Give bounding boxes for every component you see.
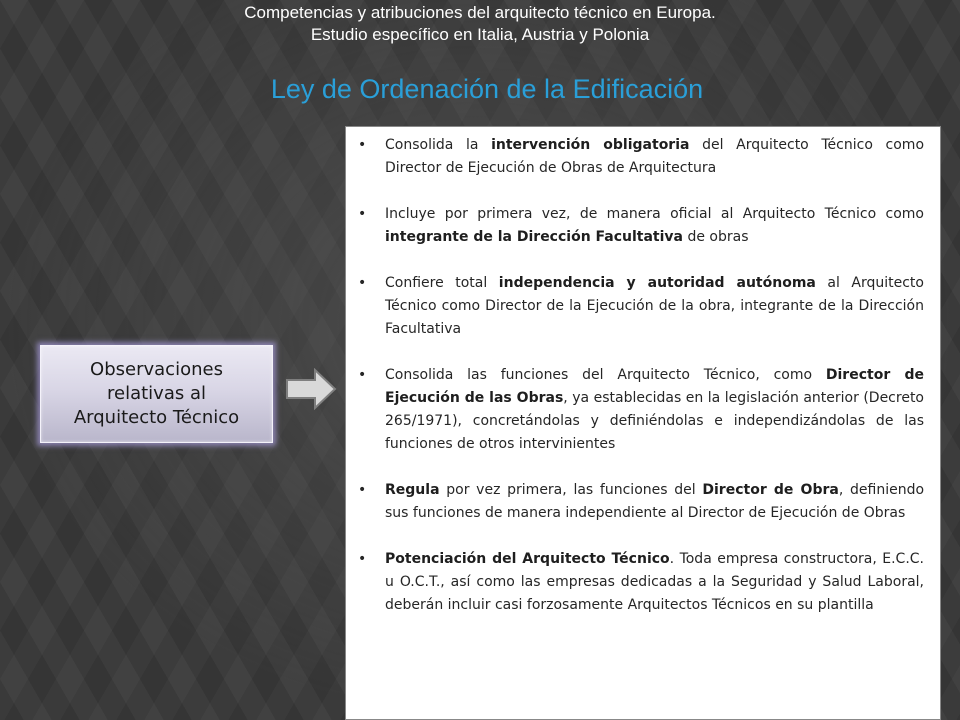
bullet-text: , definiendo sus funciones de manera independiente al Director de Ejecución de Obras <box>385 482 925 521</box>
bullet-emphasis: Potenciación del Arquitecto Técnico <box>385 551 670 567</box>
bullet-text: por vez primera, las funciones del <box>439 482 703 498</box>
arrow-shape <box>287 370 335 408</box>
bullet-item <box>358 548 924 617</box>
presentation-header <box>0 2 960 46</box>
bullet-item <box>358 479 924 525</box>
bullet-list <box>358 134 924 617</box>
bullet-text: , ya establecidas en la legislación anterior (Decreto 265/1971), concretándolas y definiéndolas e independizándolas de las funciones de otros intervinientes <box>385 390 924 452</box>
bullet-icon: • <box>358 206 367 222</box>
bullet-emphasis: Regula <box>385 482 440 498</box>
bullet-text: de obras <box>683 229 749 245</box>
bullet-text: Consolida la <box>385 137 492 153</box>
header-line-1: Competencias y atribuciones del arquitecto técnico en Europa. <box>244 3 716 22</box>
bullet-emphasis: Director de Ejecución de las Obras <box>385 367 924 406</box>
bullet-icon: • <box>358 551 367 567</box>
observations-line-1: Observaciones <box>90 359 223 380</box>
bullet-item <box>358 364 924 456</box>
observations-line-2: relativas al <box>107 383 206 404</box>
bullet-text: al Arquitecto Técnico como Director de la Ejecución de la obra, integrante de la Dirección Facultativa <box>385 275 924 337</box>
bullet-emphasis: Director de Obra <box>702 482 839 498</box>
bullet-icon: • <box>358 137 367 153</box>
bullet-item <box>358 203 924 249</box>
bullet-icon: • <box>358 275 367 291</box>
bullet-icon: • <box>358 367 367 383</box>
bullet-icon: • <box>358 482 367 498</box>
right-arrow-icon <box>285 368 337 410</box>
header-line-2: Estudio específico en Italia, Austria y Polonia <box>310 25 650 44</box>
bullet-emphasis: intervención obligatoria <box>491 137 690 153</box>
bullet-emphasis: independencia y autoridad autónoma <box>498 275 816 291</box>
slide-title: Ley de Ordenación de la Edificación <box>270 74 704 104</box>
bullet-item <box>358 134 924 180</box>
bullet-item <box>358 272 924 341</box>
bullet-emphasis: integrante de la Dirección Facultativa <box>385 229 683 245</box>
bullet-text: Incluye por primera vez, de manera oficial al Arquitecto Técnico como <box>385 206 924 222</box>
content-panel <box>345 126 941 720</box>
observations-line-3: Arquitecto Técnico <box>73 407 240 428</box>
bullet-text: del Arquitecto Técnico como Director de Ejecución de Obras de Arquitectura <box>385 137 925 176</box>
observations-box <box>40 345 273 443</box>
bullet-text: . Toda empresa constructora, E.C.C. u O.C.T., así como las empresas dedicadas a la Seguridad y Salud Laboral, deberán incluir casi forzosamente Arquitectos Técnicos en su plantilla <box>385 551 924 613</box>
bullet-text: Consolida las funciones del Arquitecto Técnico, como <box>385 367 826 383</box>
bullet-text: Confiere total <box>385 275 499 291</box>
